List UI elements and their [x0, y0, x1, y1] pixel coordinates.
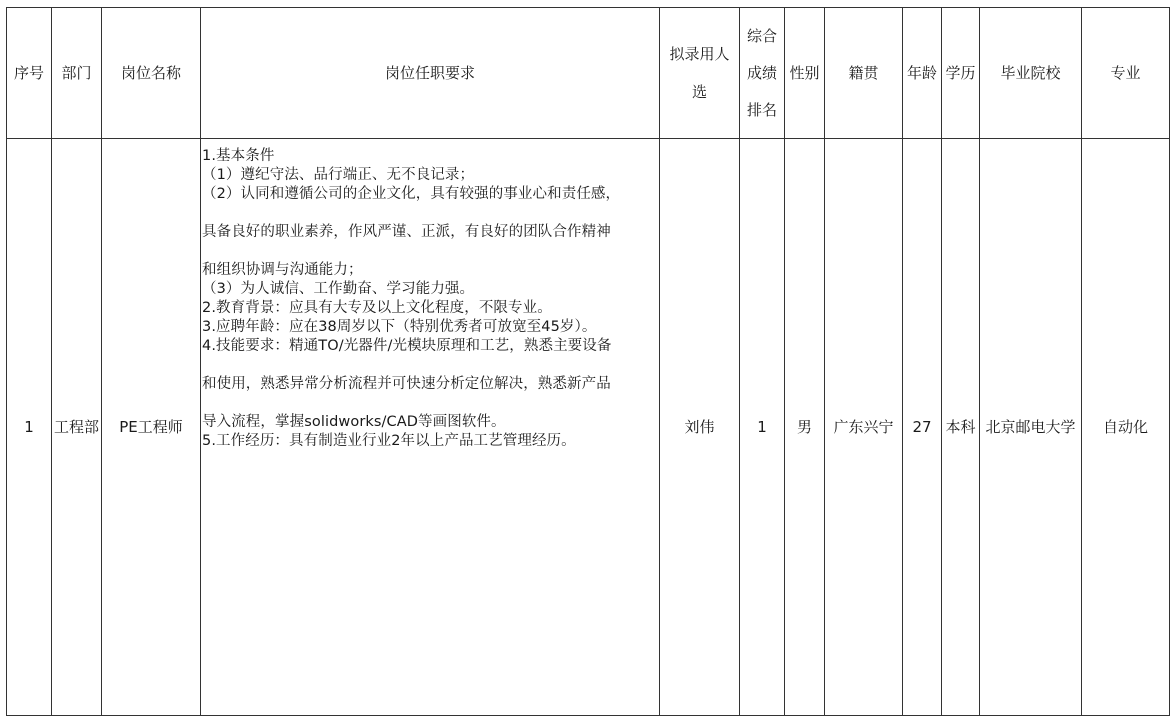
table-row — [7, 139, 1170, 716]
header-rank-line: 排名 — [746, 100, 777, 119]
cell-department: 工程部 — [52, 139, 102, 716]
cell-major: 自动化 — [1082, 139, 1170, 716]
cell-index: 1 — [7, 139, 52, 716]
header-candidate — [660, 8, 740, 139]
cell-position: PE工程师 — [102, 139, 201, 716]
header-major: 专业 — [1082, 8, 1170, 139]
cell-candidate: 刘伟 — [660, 139, 740, 716]
cell-rank: 1 — [740, 139, 785, 716]
cell-hometown: 广东兴宁 — [825, 139, 903, 716]
header-candidate-line: 选 — [691, 83, 707, 101]
header-age: 年龄 — [903, 8, 942, 139]
recruitment-table — [6, 7, 1170, 716]
requirement-line: （2）认同和遵循公司的企业文化，具有较强的事业心和责任感， — [202, 186, 621, 202]
requirement-line: （3）为人诚信、工作勤奋、学习能力强。 — [202, 281, 475, 297]
header-gender: 性别 — [785, 8, 825, 139]
requirement-line: 3.应聘年龄：应在38周岁以下（特别优秀者可放宽至45岁）。 — [202, 319, 597, 335]
header-rank — [740, 8, 785, 139]
requirement-line: 具备良好的职业素养，作风严谨、正派，有良好的团队合作精神 — [202, 224, 611, 240]
cell-school: 北京邮电大学 — [980, 139, 1082, 716]
requirement-line: 和使用，熟悉异常分析流程并可快速分析定位解决，熟悉新产品 — [202, 376, 611, 392]
header-rank-line: 综合 — [746, 26, 777, 45]
requirement-line: （1）遵纪守法、品行端正、无不良记录； — [202, 167, 475, 183]
header-candidate-line: 拟录用人 — [669, 45, 730, 63]
header-education: 学历 — [942, 8, 980, 139]
cell-requirements — [201, 139, 660, 716]
header-hometown: 籍贯 — [825, 8, 903, 139]
requirement-line: 和组织协调与沟通能力； — [202, 262, 363, 278]
header-rank-line: 成绩 — [746, 63, 777, 82]
cell-education: 本科 — [942, 139, 980, 716]
cell-gender: 男 — [785, 139, 825, 716]
header-index: 序号 — [7, 8, 52, 139]
header-requirements: 岗位任职要求 — [201, 8, 660, 139]
header-position: 岗位名称 — [102, 8, 201, 139]
header-school: 毕业院校 — [980, 8, 1082, 139]
requirement-line: 4.技能要求：精通TO/光器件/光模块原理和工艺，熟悉主要设备 — [202, 338, 612, 354]
header-department: 部门 — [52, 8, 102, 139]
header-row — [7, 8, 1170, 139]
requirement-line: 5.工作经历：具有制造业行业2年以上产品工艺管理经历。 — [202, 433, 576, 449]
requirement-line: 1.基本条件 — [202, 148, 275, 164]
requirement-line: 导入流程，掌握solidworks/CAD等画图软件。 — [202, 414, 506, 430]
requirement-line: 2.教育背景：应具有大专及以上文化程度，不限专业。 — [202, 300, 552, 316]
cell-age: 27 — [903, 139, 942, 716]
